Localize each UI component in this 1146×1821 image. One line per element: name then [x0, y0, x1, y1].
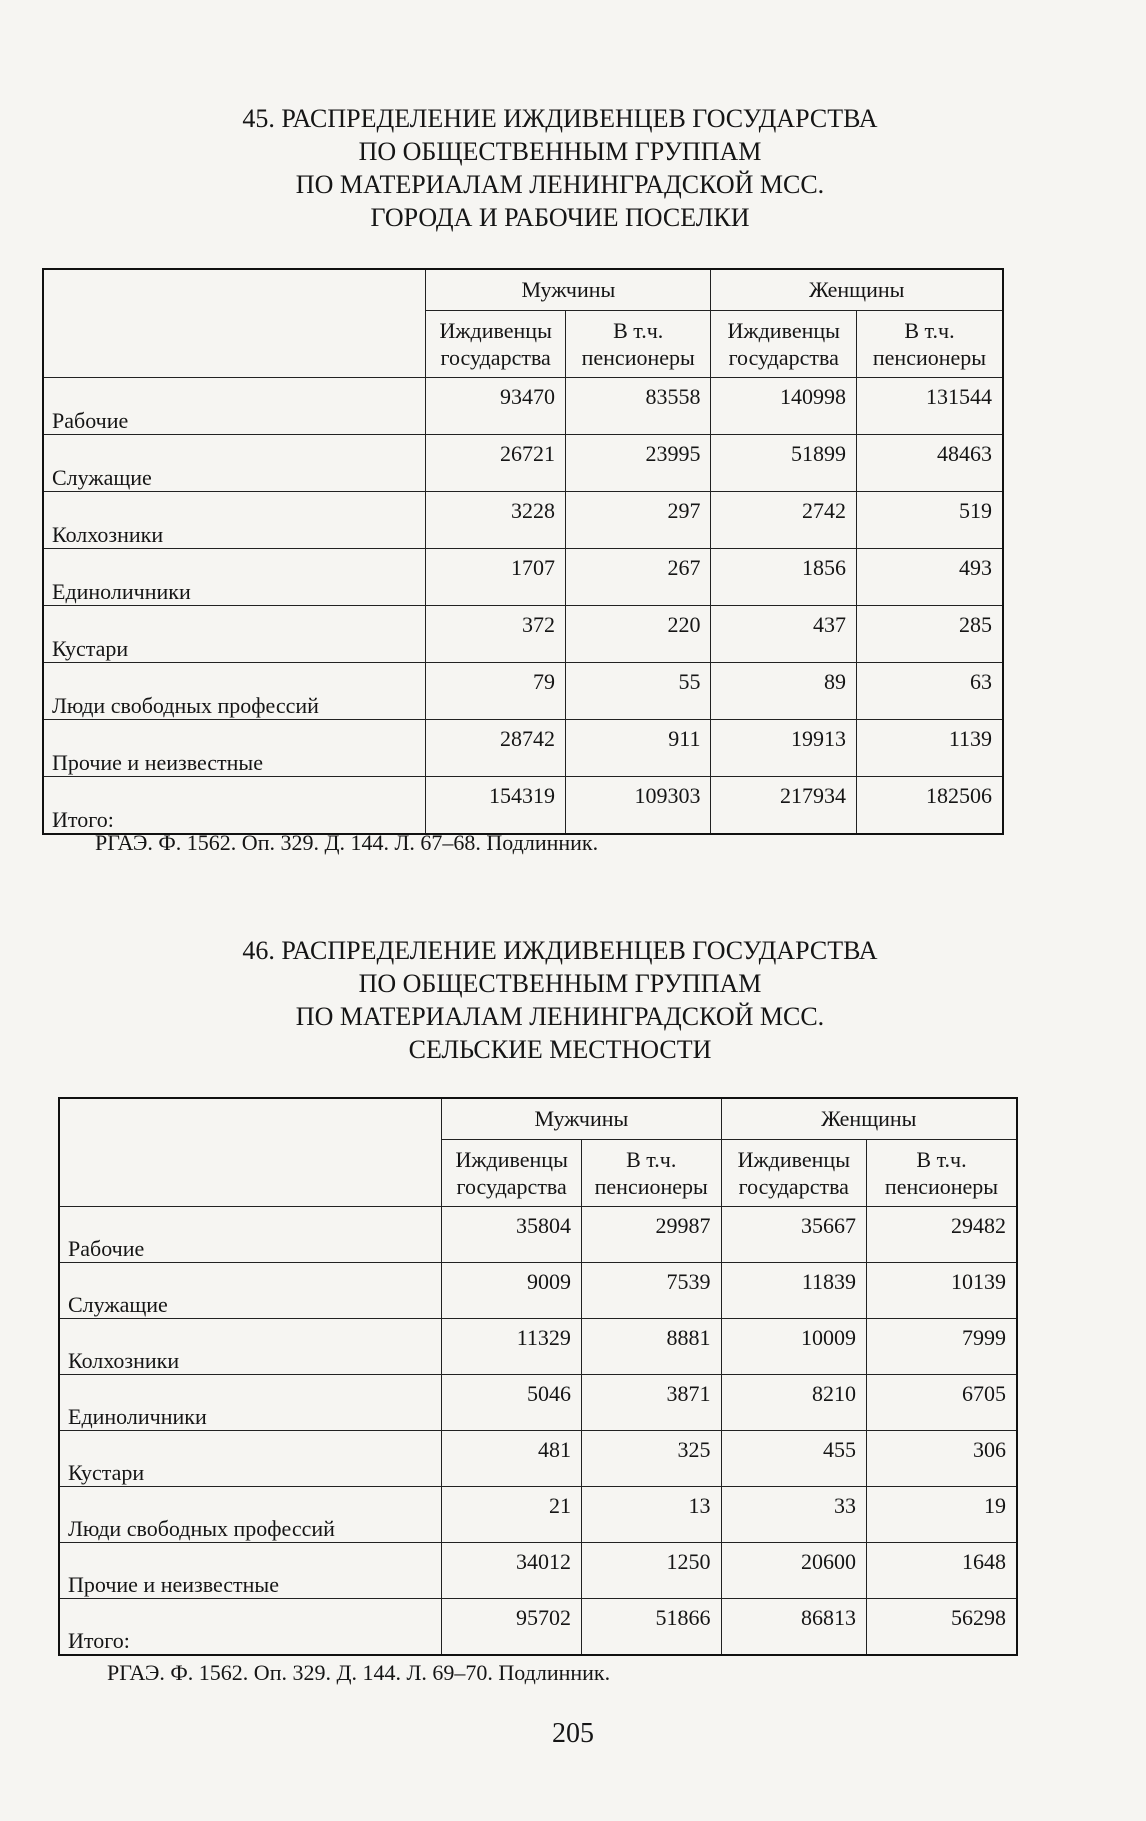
cell-value: 154319	[426, 777, 566, 835]
cell-value: 11329	[442, 1319, 582, 1375]
table-row	[43, 720, 1003, 777]
cell-value: 10139	[867, 1263, 1017, 1319]
cell-value: 5046	[442, 1375, 582, 1431]
page-number: 205	[552, 1718, 594, 1749]
header-women-dependents	[711, 311, 857, 378]
cell-value: 140998	[711, 378, 857, 435]
header-text: пенсионеры	[872, 345, 987, 370]
header-men-dependents	[442, 1140, 582, 1207]
header-men: Мужчины	[442, 1098, 721, 1140]
cell-value: 220	[565, 606, 711, 663]
title-line: ПО ОБЩЕСТВЕННЫМ ГРУППАМ	[358, 969, 762, 998]
cell-value: 182506	[856, 777, 1003, 835]
cell-value: 11839	[721, 1263, 867, 1319]
title-line: 46. РАСПРЕДЕЛЕНИЕ ИЖДИВЕНЦЕВ ГОСУДАРСТВА	[242, 936, 878, 965]
header-text: государства	[456, 1174, 567, 1199]
header-row-groups	[43, 269, 1003, 311]
title-line: СЕЛЬСКИЕ МЕСТНОСТИ	[408, 1035, 712, 1064]
header-text: В т.ч.	[904, 318, 955, 343]
cell-value: 63	[856, 663, 1003, 720]
source-note: РГАЭ. Ф. 1562. Оп. 329. Д. 144. Л. 67–68. Подлинник.	[95, 830, 599, 855]
cell-value: 8210	[721, 1375, 867, 1431]
cell-value: 455	[721, 1431, 867, 1487]
cell-value: 29482	[867, 1207, 1017, 1263]
row-label: Кустари	[43, 606, 426, 663]
header-text: В т.ч.	[626, 1147, 677, 1172]
cell-value: 2742	[711, 492, 857, 549]
row-label: Прочие и неизвестные	[43, 720, 426, 777]
cell-value: 217934	[711, 777, 857, 835]
cell-value: 83558	[565, 378, 711, 435]
header-row-groups	[59, 1098, 1017, 1140]
cell-value: 6705	[867, 1375, 1017, 1431]
cell-value: 93470	[426, 378, 566, 435]
cell-value: 325	[581, 1431, 721, 1487]
table-row	[59, 1431, 1017, 1487]
row-label: Единоличники	[43, 549, 426, 606]
header-text: пенсионеры	[594, 1174, 708, 1199]
row-label: Служащие	[43, 435, 426, 492]
table-row	[43, 549, 1003, 606]
table-45	[42, 268, 1004, 835]
table-45-title	[60, 102, 1060, 234]
cell-value: 19	[867, 1487, 1017, 1543]
cell-value: 23995	[565, 435, 711, 492]
cell-value: 911	[565, 720, 711, 777]
title-line: ПО ОБЩЕСТВЕННЫМ ГРУППАМ	[358, 137, 762, 166]
cell-value: 29987	[581, 1207, 721, 1263]
cell-value: 481	[442, 1431, 582, 1487]
cell-value: 51866	[581, 1599, 721, 1656]
header-text: Иждивенцы	[737, 1147, 850, 1172]
table-row	[43, 663, 1003, 720]
cell-value: 306	[867, 1431, 1017, 1487]
header-text: государства	[440, 345, 551, 370]
cell-value: 1707	[426, 549, 566, 606]
header-text: Иждивенцы	[455, 1147, 568, 1172]
cell-value: 48463	[856, 435, 1003, 492]
header-text: государства	[728, 345, 839, 370]
header-text: пенсионеры	[884, 1174, 999, 1199]
cell-value: 89	[711, 663, 857, 720]
cell-value: 1139	[856, 720, 1003, 777]
table-row	[43, 606, 1003, 663]
header-men: Мужчины	[426, 269, 711, 311]
cell-value: 372	[426, 606, 566, 663]
cell-value: 109303	[565, 777, 711, 835]
table-46	[58, 1097, 1018, 1656]
row-label: Единоличники	[59, 1375, 442, 1431]
cell-value: 26721	[426, 435, 566, 492]
header-women-pensioners	[856, 311, 1003, 378]
cell-value: 10009	[721, 1319, 867, 1375]
cell-value: 35667	[721, 1207, 867, 1263]
cell-value: 28742	[426, 720, 566, 777]
cell-value: 34012	[442, 1543, 582, 1599]
cell-value: 55	[565, 663, 711, 720]
row-label: Люди свободных профессий	[59, 1487, 442, 1543]
cell-value: 7539	[581, 1263, 721, 1319]
cell-value: 297	[565, 492, 711, 549]
header-women: Женщины	[711, 269, 1003, 311]
cell-value: 21	[442, 1487, 582, 1543]
cell-value: 267	[565, 549, 711, 606]
table-46-title	[60, 934, 1060, 1066]
row-label: Люди свободных профессий	[43, 663, 426, 720]
row-label: Итого:	[59, 1599, 442, 1656]
row-label: Рабочие	[43, 378, 426, 435]
cell-value: 7999	[867, 1319, 1017, 1375]
header-men-pensioners	[581, 1140, 721, 1207]
cell-value: 437	[711, 606, 857, 663]
row-label: Итого:	[43, 777, 426, 835]
header-men-pensioners	[565, 311, 711, 378]
source-note: РГАЭ. Ф. 1562. Оп. 329. Д. 144. Л. 69–70. Подлинник.	[107, 1660, 611, 1685]
cell-value: 51899	[711, 435, 857, 492]
cell-value: 86813	[721, 1599, 867, 1656]
row-label: Прочие и неизвестные	[59, 1543, 442, 1599]
cell-value: 19913	[711, 720, 857, 777]
header-men-dependents	[426, 311, 566, 378]
table-row	[59, 1375, 1017, 1431]
cell-value: 131544	[856, 378, 1003, 435]
title-line: ПО МАТЕРИАЛАМ ЛЕНИНГРАДСКОЙ МСС.	[295, 170, 825, 199]
table-row	[59, 1319, 1017, 1375]
cell-value: 519	[856, 492, 1003, 549]
cell-value: 8881	[581, 1319, 721, 1375]
cell-value: 1856	[711, 549, 857, 606]
row-label: Кустари	[59, 1431, 442, 1487]
table-row	[59, 1263, 1017, 1319]
header-blank-cell	[59, 1098, 442, 1207]
cell-value: 33	[721, 1487, 867, 1543]
title-line: ПО МАТЕРИАЛАМ ЛЕНИНГРАДСКОЙ МСС.	[295, 1002, 825, 1031]
header-text: В т.ч.	[613, 318, 664, 343]
cell-value: 13	[581, 1487, 721, 1543]
header-text: пенсионеры	[581, 345, 695, 370]
cell-value: 3871	[581, 1375, 721, 1431]
cell-value: 35804	[442, 1207, 582, 1263]
cell-value: 1250	[581, 1543, 721, 1599]
cell-value: 20600	[721, 1543, 867, 1599]
header-text: Иждивенцы	[727, 318, 840, 343]
cell-value: 79	[426, 663, 566, 720]
cell-value: 285	[856, 606, 1003, 663]
header-women-pensioners	[867, 1140, 1017, 1207]
title-line: ГОРОДА И РАБОЧИЕ ПОСЕЛКИ	[370, 203, 750, 232]
cell-value: 3228	[426, 492, 566, 549]
header-text: Иждивенцы	[439, 318, 552, 343]
table-row	[59, 1487, 1017, 1543]
header-blank-cell	[43, 269, 426, 378]
row-label: Рабочие	[59, 1207, 442, 1263]
cell-value: 56298	[867, 1599, 1017, 1656]
row-label: Колхозники	[43, 492, 426, 549]
cell-value: 9009	[442, 1263, 582, 1319]
table-row	[59, 1543, 1017, 1599]
cell-value: 95702	[442, 1599, 582, 1656]
header-text: В т.ч.	[916, 1147, 967, 1172]
table-row	[59, 1207, 1017, 1263]
row-label: Служащие	[59, 1263, 442, 1319]
table-row	[43, 378, 1003, 435]
title-line: 45. РАСПРЕДЕЛЕНИЕ ИЖДИВЕНЦЕВ ГОСУДАРСТВА	[242, 104, 878, 133]
table-row	[43, 492, 1003, 549]
header-women-dependents	[721, 1140, 867, 1207]
row-label: Колхозники	[59, 1319, 442, 1375]
header-text: государства	[738, 1174, 849, 1199]
cell-value: 1648	[867, 1543, 1017, 1599]
cell-value: 493	[856, 549, 1003, 606]
table-row-total	[59, 1599, 1017, 1656]
table-row	[43, 435, 1003, 492]
table-row-total	[43, 777, 1003, 835]
header-women: Женщины	[721, 1098, 1017, 1140]
